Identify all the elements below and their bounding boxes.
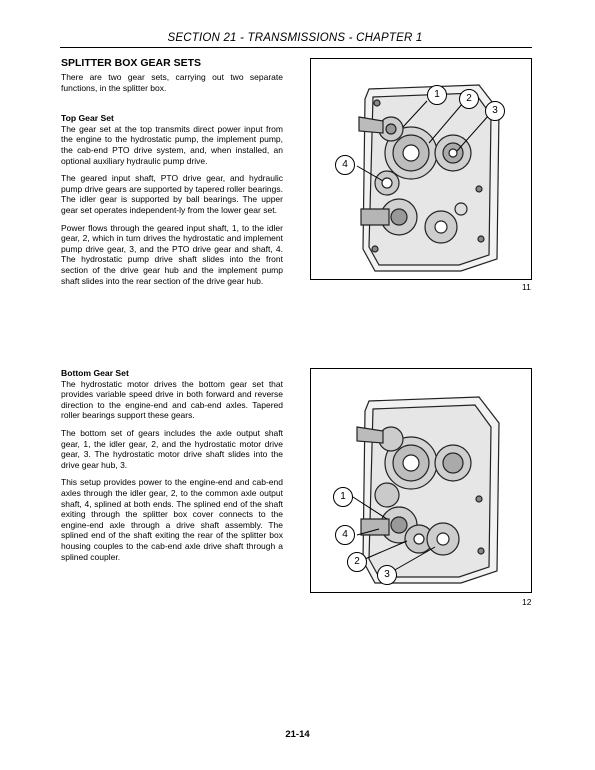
callout-3: 3 [485,101,505,121]
top-paragraph-3: Power flows through the geared input shaft, 1, to the idler gear, 2, which in turn drives the hydrostatic and implement pump drive gear, 3, and the PTO drive gear and shaft, 4. The hydrostatic pump drive shaft slides into the front section of the drive gear hub and the implement pump shaft slides into the rear section of the drive gear hub. [61,222,283,286]
callout-3: 3 [377,565,397,585]
callout-1: 1 [333,487,353,507]
top-paragraph-1: The gear set at the top transmits direct power input from the engine to the hydrostatic pump, the implement pump, the cab-end PTO drive system, and, when installed, an optional auxiliary hydraulic pump drive. [61,123,283,166]
figure-bottom-gear-set [310,368,532,593]
top-paragraph-2: The geared input shaft, PTO drive gear, and hydraulic pump drive gears are supported by tapered roller bearings. The idler gear is supported by ball bearings. The upper gear set operates independent-ly from the lower gear set. [61,173,283,215]
running-header: SECTION 21 - TRANSMISSIONS - CHAPTER 1 [167,32,423,44]
bottom-paragraph-3: This setup provides power to the engine-end and cab-end axles through the idler gear, 2, to the common axle output shaft, 4, splined at both ends. The splined end of the shaft exiting through the splitter box cover connects to the engine-end axle through a drive shaft assembly. The splined end of the shaft exiting the rear of the splitter box housing couples to the cab-end axle drive shaft through a splined coupler. [61,477,283,562]
callout-4: 4 [335,525,355,545]
top-gear-set-heading: Top Gear Set [61,113,114,124]
callout-2: 2 [459,89,479,109]
bottom-paragraph-1: The hydrostatic motor drives the bottom gear set that provides variable speed drive in both forward and reverse direction to the engine-end and cab-end axles. Tapered roller bearings support these gears. [61,378,283,421]
header-rule [60,47,532,48]
section-heading: SPLITTER BOX GEAR SETS [61,57,202,69]
bottom-gear-illustration [311,369,531,592]
page-number: 21-14 [285,729,310,740]
bottom-paragraph-2: The bottom set of gears includes the axle output shaft gear, 1, the idler gear, 2, and the hydrostatic motor drive gear, 3. The hydrostatic motor drive shaft slides into the drive gear hub, 3. [61,427,283,470]
bottom-gear-set-heading: Bottom Gear Set [61,368,129,378]
figure-number-11: 11 [522,282,531,292]
top-text-column [61,57,283,293]
bottom-text-column [61,368,283,569]
callout-4: 4 [335,155,355,175]
intro-paragraph: There are two gear sets, carrying out two separate functions, in the splitter box. [61,72,283,93]
callout-1: 1 [427,85,447,105]
figure-number-12: 12 [522,597,532,607]
figure-top-gear-set [310,58,532,280]
callout-2: 2 [347,552,367,572]
